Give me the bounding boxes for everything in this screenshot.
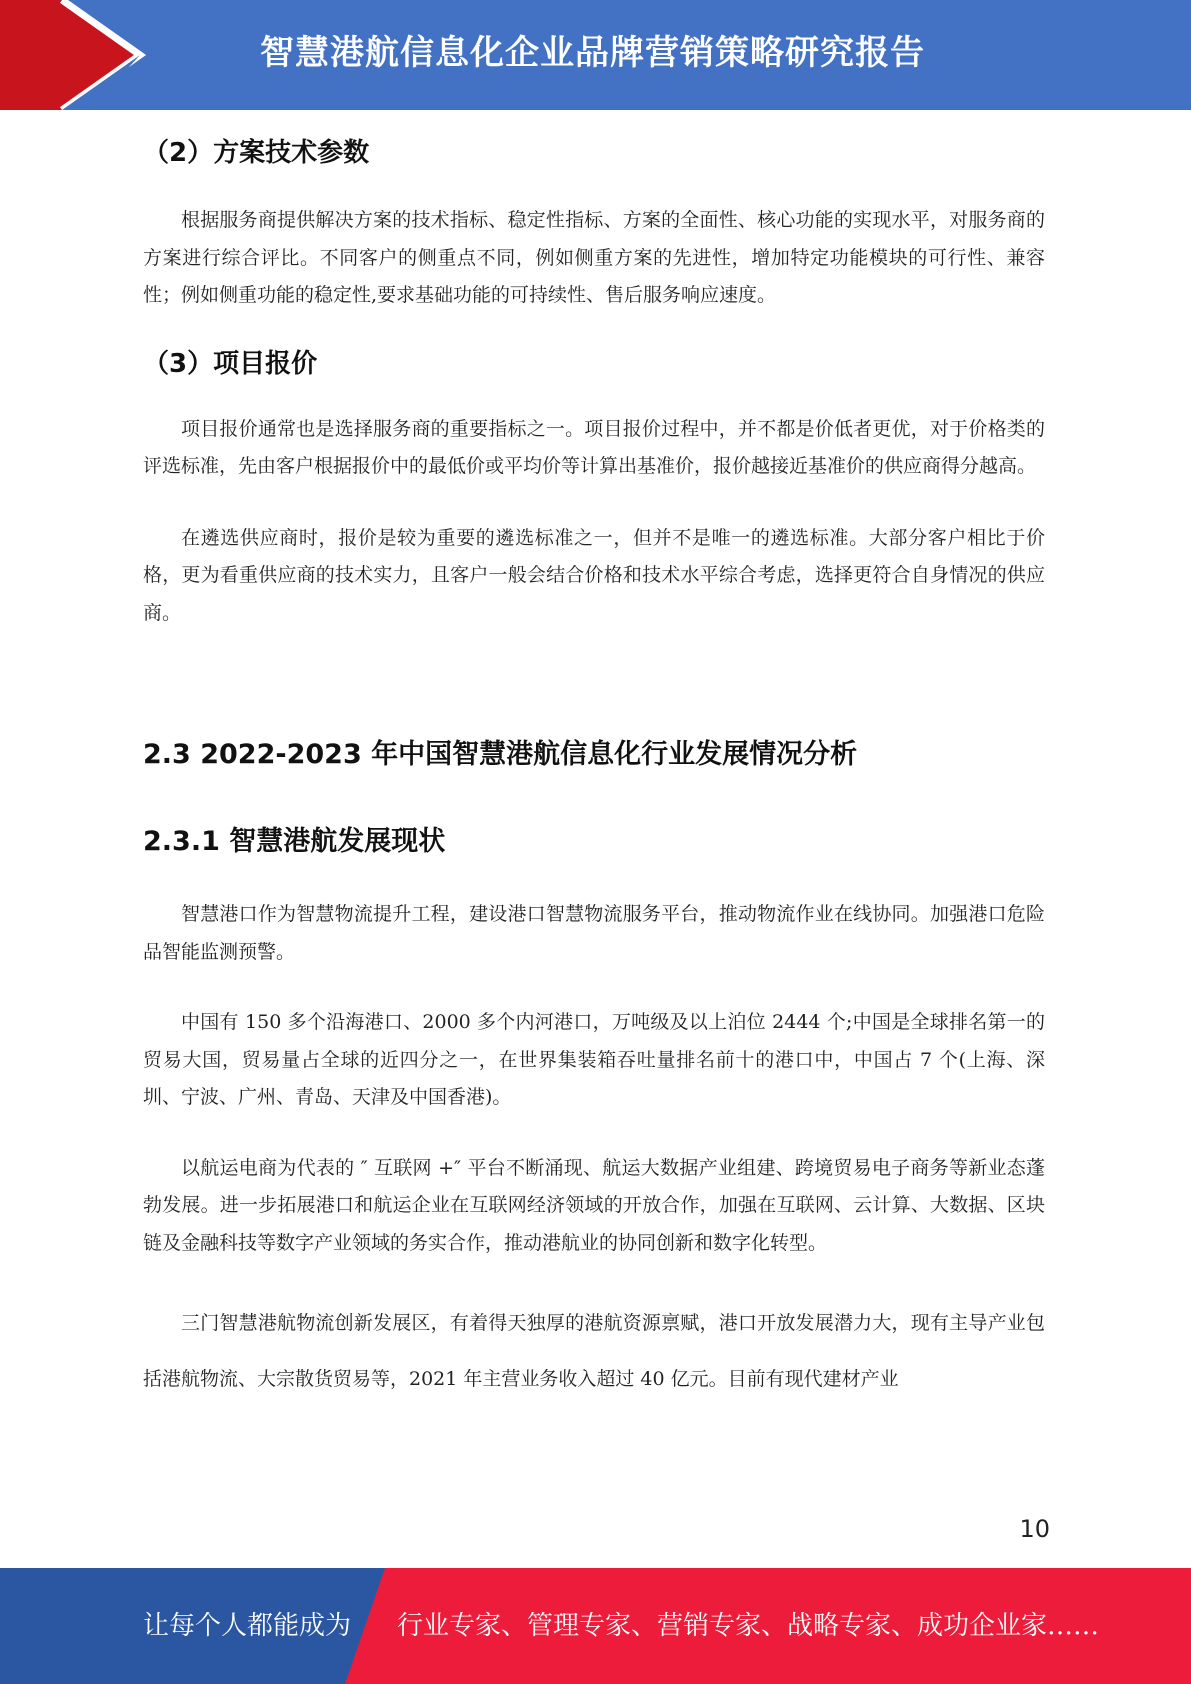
paragraph: 智慧港口作为智慧物流提升工程，建设港口智慧物流服务平台，推动物流作业在线协同。加强港口危险品智能监测预警。 <box>143 903 1045 963</box>
footer-slogan-right: 行业专家、管理专家、营销专家、战略专家、成功企业家…… <box>397 1611 1100 1641</box>
paragraph: 在遴选供应商时，报价是较为重要的遴选标准之一，但并不是唯一的遴选标准。大部分客户相比于价格，更为看重供应商的技术实力，且客户一般会结合价格和技术水平综合考虑，选择更符合自身情况的供应商。 <box>143 526 1045 624</box>
page-header <box>0 0 1191 110</box>
paragraph: 中国有 150 多个沿海港口、2000 多个内河港口，万吨级及以上泊位 2444 个;中国是全球排名第一的贸易大国，贸易量占全球的近四分之一，在世界集装箱吞吐量排名前十的港口中，中国占 7 个(上海、深圳、宁波、广州、青岛、天津及中国香港)。 <box>143 1011 1045 1108</box>
section-heading-2-3-1: 2.3.1 智慧港航发展现状 <box>143 826 446 857</box>
section-heading-tech-params: （2）方案技术参数 <box>143 138 370 168</box>
paragraph: 三门智慧港航物流创新发展区，有着得天独厚的港航资源禀赋，港口开放发展潜力大，现有主导产业包括港航物流、大宗散货贸易等，2021 年主营业务收入超过 40 亿元。目前有现代建材产业 <box>143 1312 1045 1390</box>
header-title: 智慧港航信息化企业品牌营销策略研究报告 <box>260 33 925 73</box>
paragraph: 项目报价通常也是选择服务商的重要指标之一。项目报价过程中，并不都是价低者更优，对于价格类的评选标准，先由客户根据报价中的最低价或平均价等计算出基准价，报价越接近基准价的供应商得分越高。 <box>143 417 1045 477</box>
paragraph: 以航运电商为代表的 ″ 互联网 +″ 平台不断涌现、航运大数据产业组建、跨境贸易电子商务等新业态蓬勃发展。进一步拓展港口和航运企业在互联网经济领域的开放合作，加强在互联网、云计算、大数据、区块链及金融科技等数字产业领域的务实合作，推动港航业的协同创新和数字化转型。 <box>143 1156 1045 1254</box>
section-heading-quote: （3）项目报价 <box>143 348 318 379</box>
document-body <box>143 130 1045 1407</box>
paragraph: 根据服务商提供解决方案的技术指标、稳定性指标、方案的全面性、核心功能的实现水平，对服务商的方案进行综合评比。不同客户的侧重点不同，例如侧重方案的先进性，增加特定功能模块的可行性、兼容性；例如侧重功能的稳定性,要求基础功能的可持续性、售后服务响应速度。 <box>143 209 1045 306</box>
section-heading-2-3: 2.3 2022-2023 年中国智慧港航信息化行业发展情况分析 <box>143 739 858 770</box>
footer-slogan-left: 让每个人都能成为 <box>143 1611 352 1641</box>
page-footer <box>0 1568 1191 1684</box>
page-number: 10 <box>1019 1515 1050 1543</box>
